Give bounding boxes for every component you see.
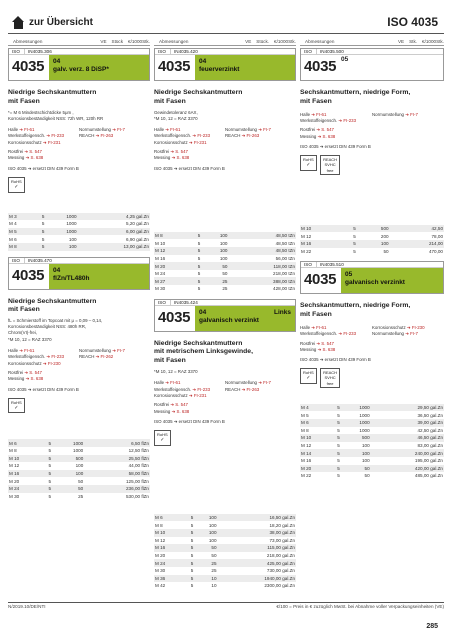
table-row[interactable]: M 4 5 1000 29,50 gal.Zn	[301, 405, 443, 411]
table-row[interactable]: M 8 5 100 18,20 gal.Zn	[155, 522, 295, 528]
table-row[interactable]: M 12 5 100 83,00 gal.Zn	[301, 443, 443, 449]
table-row[interactable]: M 10 5 500 25,50 flZn	[9, 455, 149, 461]
messing-link[interactable]: S. 638	[322, 346, 336, 352]
meta-link[interactable]: FI-263	[246, 133, 260, 139]
table-row[interactable]: M 20 5 50 420,00 gal.Zn	[301, 465, 443, 471]
extra-links: Rostfrei ➔ S. 547 Messing ➔ S. 638	[154, 149, 190, 161]
meta-link[interactable]: FI-233	[343, 331, 357, 337]
meta-links: Halle ➔ FI-61 Normumstellung ➔ FI-7 Werkstoffeigensch. ➔ FI-233 REACH ➔ FI-263 Korrosionsschutz ➔ FI-231	[154, 380, 271, 398]
table-row[interactable]: M 20 5 50 218,00 gal.Zn	[155, 553, 295, 559]
footer-code: N/2019.10/DE/NTI	[8, 604, 46, 609]
meta-link[interactable]: FI-61	[316, 324, 327, 330]
check-icon: ✓	[306, 375, 311, 382]
size-table	[8, 439, 150, 500]
table-row[interactable]: M 6 5 1000 6,50 flZn	[9, 440, 149, 446]
table-row[interactable]: M 30 5 25 530,00 flZn	[9, 493, 149, 499]
finish-box: 04 galv. verz. 8 DiSP*	[49, 55, 149, 80]
top-bar	[0, 16, 452, 32]
meta-links: Halle ➔ FI-61 Korrosionsschutz ➔ FI-230 Werkstoffeigensch. ➔ FI-233 Normumstellung ➔ FI-7	[300, 324, 425, 337]
table-row[interactable]: M 6 5 1000 39,00 gal.Zn	[301, 420, 443, 426]
product-title: Niedrige Sechskantmuttern mit Fasen	[154, 89, 243, 105]
finish-box: 04 flZn/TL480h	[49, 264, 149, 289]
table-row[interactable]: M 24 5 50 218,00 tZn	[155, 271, 295, 277]
table-row[interactable]: M 24 5 25 425,00 gal.Zn	[155, 560, 295, 566]
table-row[interactable]: M 20 5 50 118,00 tZn	[155, 263, 295, 269]
product-title: Niedrige Sechskantmuttern mit Fasen	[8, 89, 97, 105]
rostfrei-link[interactable]: S. 547	[321, 340, 334, 346]
product-id-box[interactable]: ISO IN4035.510 4035 05 galvanisch verzinkt	[300, 261, 444, 294]
meta-link[interactable]: FI-7	[263, 380, 271, 386]
table-row[interactable]: M 30 5 25 428,00 tZn	[155, 286, 295, 292]
product-title: Sechskantmuttern, niedrige Form, mit Fasen	[300, 89, 411, 105]
meta-link[interactable]: FI-7	[263, 126, 271, 132]
variant-number: 05	[341, 56, 349, 63]
footer-divider	[8, 602, 444, 603]
meta-link[interactable]: FI-7	[117, 126, 125, 132]
reach-svhc-badge: REACH SVHC free	[320, 368, 340, 388]
extra-links: Rostfrei ➔ S. 547 Messing ➔ S. 638	[8, 369, 44, 382]
table-row[interactable]: M 12 5 100 48,50 tZn	[155, 248, 295, 254]
page-number: 285	[426, 623, 438, 630]
table-row[interactable]: M 10 5 100 48,50 tZn	[155, 240, 295, 246]
table-row[interactable]: M 8 5 1000 42,50 gal.Zn	[301, 427, 443, 433]
column-1	[8, 38, 150, 500]
meta-link[interactable]: FI-61	[24, 347, 35, 353]
column-header: Abmessungen VE Stück. €/1000Stk.	[154, 38, 296, 46]
column-header: Abmessungen VE Stk. €/1000Stk.	[300, 38, 444, 46]
size-table	[154, 232, 296, 293]
table-row[interactable]: M 4 5 1000 5,20 gal.Zn	[9, 221, 149, 227]
product-number: 4035	[304, 271, 337, 289]
product-number: 4035	[158, 58, 191, 75]
meta-links: Halle ➔ FI-61 Normumstellung ➔ FI-7 Werkstoffeigensch. ➔ FI-233 REACH ➔ FI-262 Korrosionsschutz ➔ FI-230	[8, 347, 125, 366]
meta-link[interactable]: FI-231	[47, 139, 61, 145]
table-row[interactable]: M 6 5 100 16,50 gal.Zn	[155, 515, 295, 521]
table-row[interactable]: M 12 5 200 78,00	[301, 233, 443, 239]
table-row[interactable]: M 8 5 100 48,50 tZn	[155, 233, 295, 239]
check-icon: ✓	[14, 404, 19, 411]
product-id-box[interactable]: ISO IN4035.424 4035 04 Links galvanisch verzinkt	[154, 299, 296, 332]
table-row[interactable]: M 24 5 50 236,00 flZn	[9, 486, 149, 492]
table-row[interactable]: M 5 5 1000 36,50 gal.Zn	[301, 412, 443, 418]
check-icon: ✓	[14, 184, 19, 191]
rohs-badge: RoHS ✓	[300, 155, 317, 171]
meta-link[interactable]: FI-262	[100, 354, 114, 360]
column-header: Abmessungen VE Stück €/1000Stk.	[8, 38, 150, 46]
meta-link[interactable]: FI-230	[47, 360, 61, 366]
meta-links: Halle ➔ FI-61 Normumstellung ➔ FI-7 Werkstoffeigensch. ➔ FI-233 REACH ➔ FI-263 Korrosionsschutz ➔ FI-231	[8, 126, 125, 145]
table-row[interactable]: M 6 5 100 6,90 gal.Zn	[9, 236, 149, 242]
table-row[interactable]: M 12 5 100 73,00 gal.Zn	[155, 537, 295, 543]
table-row[interactable]: M 42 5 10 2300,00 gal.Zn	[155, 583, 295, 589]
messing-link[interactable]: S. 638	[30, 376, 44, 382]
page-title: ISO 4035	[387, 15, 438, 29]
extra-links: Rostfrei ➔ S. 547 Messing ➔ S. 638	[8, 149, 44, 161]
product-description: fL = Schmierstoff im Topcoat mit μ = 0,09 – 0,14, Korrosionsbeständigkeit NSS: 480h RR, Chrom(VI)-frei, *M 10, 12 = RAZ 3370	[8, 318, 103, 342]
table-row[interactable]: M 5 5 1000 6,00 gal.Zn	[9, 229, 149, 235]
meta-link[interactable]: FI-61	[170, 126, 181, 132]
extra-links: Rostfrei ➔ S. 547 Messing ➔ S. 638	[300, 340, 336, 352]
header-divider	[8, 33, 444, 34]
meta-link[interactable]: FI-233	[51, 354, 65, 360]
house-icon	[12, 16, 25, 29]
table-row[interactable]: M 36 5 10 1940,00 gal.Zn	[155, 575, 295, 581]
rohs-badge: RoHS ✓	[8, 177, 25, 193]
rostfrei-link[interactable]: S. 547	[175, 149, 188, 155]
table-row[interactable]: M 16 5 100 195,00 gal.Zn	[301, 458, 443, 464]
rostfrei-link[interactable]: S. 547	[321, 127, 334, 133]
reach-svhc-badge: REACH SVHC free	[320, 155, 340, 175]
column-3	[300, 38, 444, 480]
meta-link[interactable]: FI-263	[246, 386, 260, 392]
product-number: 4035	[158, 308, 191, 326]
messing-link[interactable]: S. 638	[176, 408, 190, 414]
product-number: 4035	[12, 266, 45, 284]
check-icon: ✓	[160, 437, 165, 444]
meta-link[interactable]: FI-231	[193, 139, 207, 145]
table-row[interactable]: M 14 5 100 240,00 gal.Zn	[301, 450, 443, 456]
rohs-badge: RoHS ✓	[8, 398, 25, 414]
meta-link[interactable]: FI-233	[197, 133, 211, 139]
meta-link[interactable]: FI-61	[316, 111, 327, 117]
meta-links: Halle ➔ FI-61 Normumstellung ➔ FI-7 Werkstoffeigensch. ➔ FI-233 REACH ➔ FI-263 Korrosionsschutz ➔ FI-231	[154, 126, 271, 145]
messing-link[interactable]: S. 638	[176, 155, 190, 161]
meta-link[interactable]: FI-263	[100, 133, 114, 139]
table-row[interactable]: M 16 5 100 56,00 tZn	[155, 255, 295, 261]
meta-link[interactable]: FI-7	[410, 331, 418, 337]
size-table	[8, 213, 150, 251]
meta-link[interactable]: FI-233	[197, 386, 211, 392]
meta-link[interactable]: FI-7	[410, 111, 418, 117]
table-row[interactable]: M 16 5 100 58,00 flZn	[9, 471, 149, 477]
table-row[interactable]: M 22 5 50 485,00 gal.Zn	[301, 473, 443, 479]
product-description: Gewindetoleranz 6AX, *M 10, 12 = RAZ 3370	[154, 109, 198, 121]
meta-link[interactable]: FI-233	[51, 133, 65, 139]
product-id-box[interactable]: ISO IN4035.420 4035 04 feuerverzinkt	[154, 48, 296, 81]
norm-reference: ISO 4035 ➔ ersetzt DIN 439 Form B	[8, 386, 79, 392]
product-id-box[interactable]: ISO IN4035.306 4035 04 galv. verz. 8 DiSP*	[8, 48, 150, 81]
extra-links: Rostfrei ➔ S. 547 Messing ➔ S. 638	[154, 402, 190, 414]
product-description: *= M 6 Mindestschichtdicke 5μm , Korrosionsbeständigkeit NSS: 72h WR, 120h RR	[8, 109, 104, 121]
table-row[interactable]: M 8 5 1000 12,50 flZn	[9, 448, 149, 454]
rostfrei-link[interactable]: S. 547	[175, 402, 188, 408]
meta-link[interactable]: FI-61	[24, 126, 35, 132]
table-row[interactable]: M 27 5 25 388,00 tZn	[155, 278, 295, 284]
table-row[interactable]: M 10 5 500 46,50 gal.Zn	[301, 435, 443, 441]
size-table	[300, 404, 444, 480]
table-row[interactable]: M 10 5 100 38,00 gal.Zn	[155, 530, 295, 536]
meta-links: Halle ➔ FI-61 Normumstellung ➔ FI-7 Werkstoffeigensch. ➔ FI-233	[300, 111, 418, 124]
meta-link[interactable]: FI-7	[117, 347, 125, 353]
product-number: 4035	[304, 58, 337, 75]
table-row[interactable]: M 30 5 25 730,00 gal.Zn	[155, 568, 295, 574]
table-row[interactable]: M 8 5 100 13,00 gal.Zn	[9, 244, 149, 250]
norm-reference: ISO 4035 ➔ ersetzt DIN 439 Form B	[8, 165, 79, 171]
finish-box: 04 Links galvanisch verzinkt	[195, 306, 295, 331]
extra-links: Rostfrei ➔ S. 547 Messing ➔ S. 638	[300, 127, 336, 139]
product-id-box[interactable]: ISO IN4035.470 4035 04 flZn/TL480h	[8, 257, 150, 290]
finish-box: 04 feuerverzinkt	[195, 55, 295, 80]
rohs-badge: RoHS ✓	[154, 430, 171, 446]
rostfrei-link[interactable]: S. 547	[29, 149, 42, 155]
back-label: zur Übersicht	[29, 17, 93, 28]
table-row[interactable]: M 10 5 500 42,50	[301, 226, 443, 232]
norm-reference: ISO 4035 ➔ ersetzt DIN 439 Form B	[154, 419, 225, 425]
norm-reference: ISO 4035 ➔ ersetzt DIN 439 Form B	[300, 144, 371, 150]
footer-price-note: €/100 = Preis in € zuzüglich MwSt. bei Abnahme voller Verpackungseinheiten (VE)	[276, 604, 444, 609]
product-title: Niedrige Sechskantmuttern mit metrischem Linksgewinde, mit Fasen	[154, 339, 253, 365]
table-row[interactable]: M 12 5 100 44,00 flZn	[9, 463, 149, 469]
messing-link[interactable]: S. 638	[322, 133, 336, 139]
product-id-box[interactable]: ISO IN4035.500 4035 05	[300, 48, 444, 81]
product-number: 4035	[12, 58, 45, 75]
size-table	[154, 514, 296, 590]
table-row[interactable]: M 3 5 1000 4,25 gal.Zn	[9, 213, 149, 219]
meta-link[interactable]: FI-231	[193, 392, 207, 398]
table-row[interactable]: M 22 5 50 470,00	[301, 248, 443, 254]
norm-reference: ISO 4035 ➔ ersetzt DIN 439 Form B	[154, 165, 225, 171]
meta-link[interactable]: FI-230	[411, 324, 425, 330]
norm-reference: ISO 4035 ➔ ersetzt DIN 439 Form B	[300, 357, 371, 363]
meta-link[interactable]: FI-61	[170, 380, 181, 386]
back-to-overview-link[interactable]	[12, 16, 93, 29]
finish-box: 05 galvanisch verzinkt	[341, 268, 443, 293]
product-title: Sechskantmuttern, niedrige Form, mit Fasen	[300, 302, 411, 318]
rohs-badge: RoHS ✓	[300, 368, 317, 384]
size-table	[300, 225, 444, 255]
table-row[interactable]: M 16 5 100 214,00	[301, 241, 443, 247]
product-title: Niedrige Sechskantmuttern mit Fasen	[8, 297, 97, 314]
column-2	[154, 38, 296, 590]
messing-link[interactable]: S. 638	[30, 155, 44, 161]
check-icon: ✓	[306, 162, 311, 169]
meta-link[interactable]: FI-233	[343, 118, 357, 124]
rostfrei-link[interactable]: S. 547	[29, 369, 42, 375]
table-row[interactable]: M 20 5 50 125,00 flZn	[9, 478, 149, 484]
product-description: *M 10, 12 = RAZ 3370	[154, 369, 198, 375]
table-row[interactable]: M 16 5 50 115,00 gal.Zn	[155, 545, 295, 551]
